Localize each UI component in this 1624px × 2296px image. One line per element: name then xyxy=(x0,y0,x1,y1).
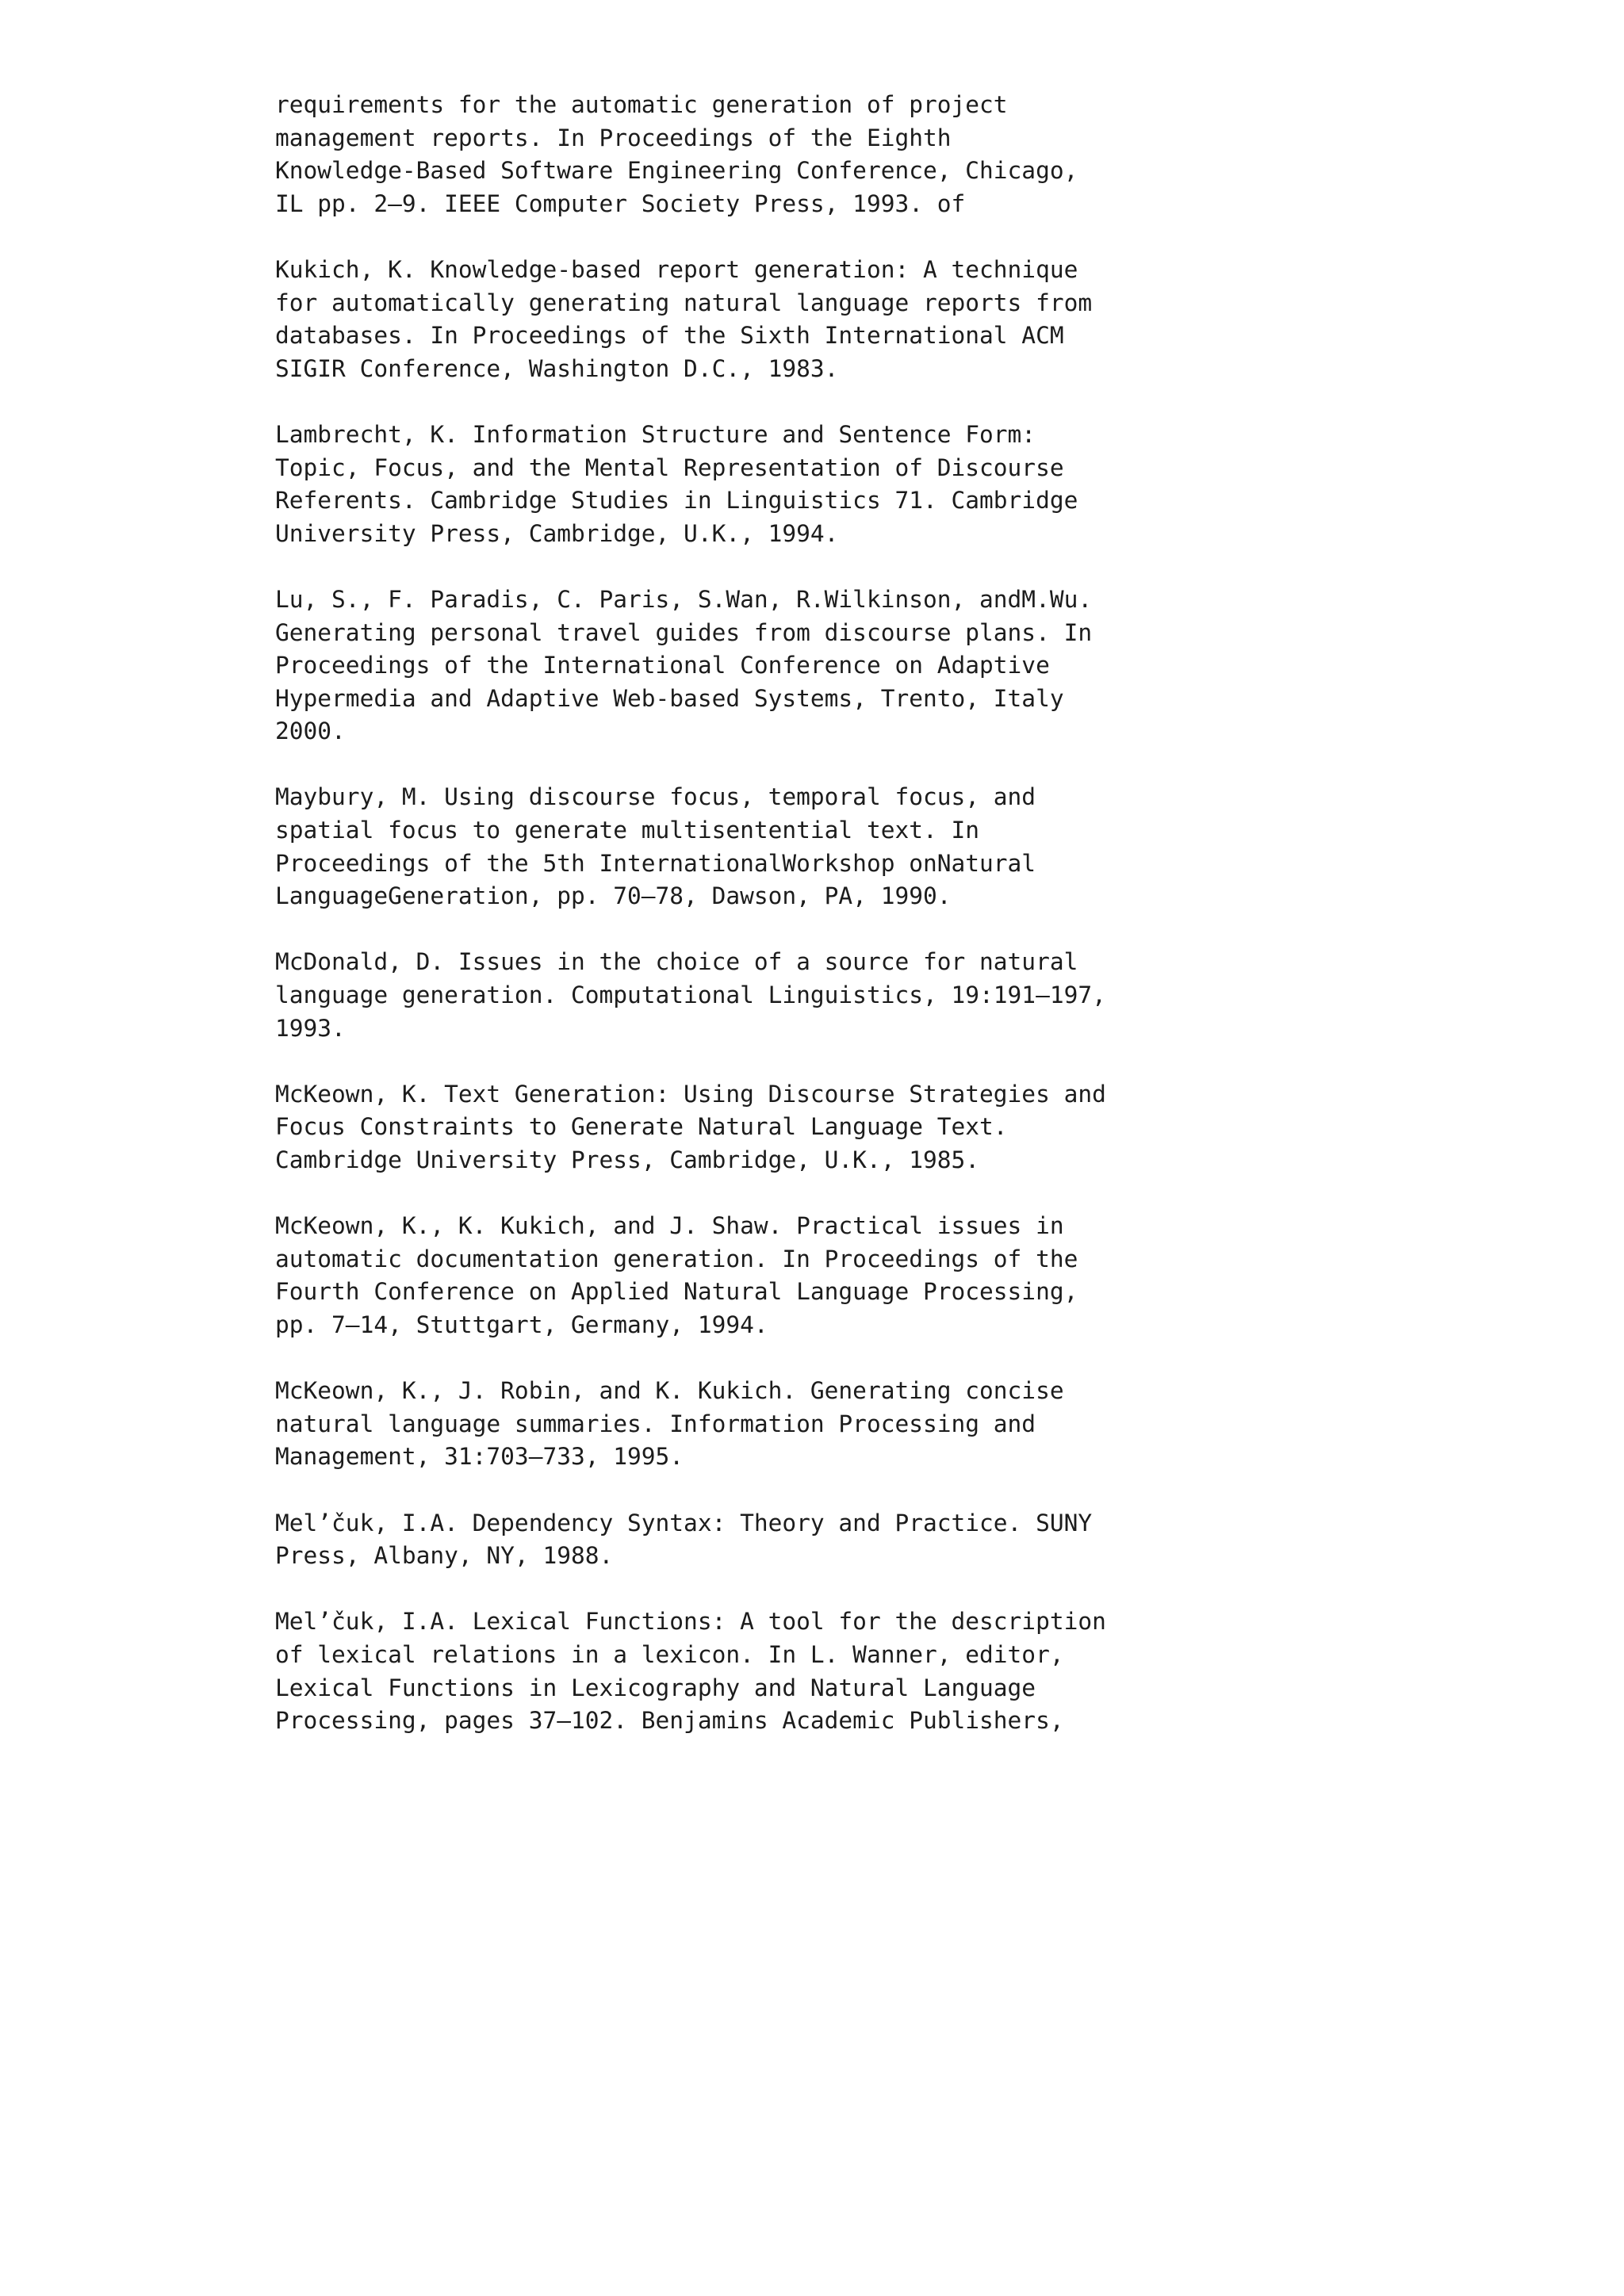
reference-line: McKeown, K. Text Generation: Using Discourse Strategies and xyxy=(275,1080,1106,1108)
reference-entry xyxy=(275,1605,1465,1737)
reference-entry xyxy=(275,1210,1465,1341)
reference-line: Focus Constraints to Generate Natural Language Text. xyxy=(275,1113,1008,1141)
reference-entry xyxy=(275,254,1465,385)
reference-entry xyxy=(275,1078,1465,1177)
reference-line: 2000. xyxy=(275,718,346,745)
reference-line: Mel’čuk, I.A. Lexical Functions: A tool for the description xyxy=(275,1608,1106,1636)
reference-line: SIGIR Conference, Washington D.C., 1983. xyxy=(275,354,839,382)
reference-line: University Press, Cambridge, U.K., 1994. xyxy=(275,519,839,547)
reference-entry xyxy=(275,1507,1465,1573)
reference-line: spatial focus to generate multisentential text. In xyxy=(275,817,980,844)
reference-line: Proceedings of the 5th InternationalWorkshop onNatural xyxy=(275,849,1036,877)
reference-line: Mel’čuk, I.A. Dependency Syntax: Theory and Practice. SUNY xyxy=(275,1509,1093,1536)
reference-line: McKeown, K., J. Robin, and K. Kukich. Generating concise xyxy=(275,1377,1064,1405)
reference-entry xyxy=(275,419,1465,550)
reference-entry xyxy=(275,584,1465,748)
reference-line: Hypermedia and Adaptive Web-based Systems, Trento, Italy xyxy=(275,684,1064,712)
reference-entry xyxy=(275,946,1465,1045)
reference-line: IL pp. 2–9. IEEE Computer Society Press, 1993. of xyxy=(275,189,966,217)
reference-line: Management, 31:703–733, 1995. xyxy=(275,1443,684,1471)
reference-entry xyxy=(275,89,1465,220)
reference-line: Generating personal travel guides from discourse plans. In xyxy=(275,618,1093,646)
reference-line: Press, Albany, NY, 1988. xyxy=(275,1542,614,1570)
reference-line: for automatically generating natural language reports from xyxy=(275,289,1093,316)
reference-line: Topic, Focus, and the Mental Representation of Discourse xyxy=(275,453,1064,481)
reference-line: Fourth Conference on Applied Natural Language Processing, xyxy=(275,1278,1078,1306)
reference-line: Proceedings of the International Conference on Adaptive xyxy=(275,652,1050,679)
reference-line: Lambrecht, K. Information Structure and Sentence Form: xyxy=(275,420,1036,448)
reference-entry xyxy=(275,781,1465,913)
reference-line: Knowledge-Based Software Engineering Conference, Chicago, xyxy=(275,157,1078,185)
reference-line: Processing, pages 37–102. Benjamins Academic Publishers, xyxy=(275,1707,1064,1735)
reference-line: Lexical Functions in Lexicography and Natural Language xyxy=(275,1674,1036,1701)
reference-line: McDonald, D. Issues in the choice of a source for natural xyxy=(275,948,1078,976)
reference-line: management reports. In Proceedings of the Eighth xyxy=(275,124,952,151)
reference-line: language generation. Computational Linguistics, 19:191–197, xyxy=(275,982,1106,1009)
reference-line: of lexical relations in a lexicon. In L. Wanner, editor, xyxy=(275,1640,1064,1668)
reference-line: Kukich, K. Knowledge-based report generation: A technique xyxy=(275,255,1078,283)
reference-line: requirements for the automatic generation of project xyxy=(275,91,1008,118)
reference-line: McKeown, K., K. Kukich, and J. Shaw. Practical issues in xyxy=(275,1212,1064,1240)
reference-line: pp. 7–14, Stuttgart, Germany, 1994. xyxy=(275,1311,768,1338)
reference-line: automatic documentation generation. In Proceedings of the xyxy=(275,1245,1078,1272)
reference-line: 1993. xyxy=(275,1014,346,1042)
reference-line: databases. In Proceedings of the Sixth International ACM xyxy=(275,322,1064,350)
reference-entry xyxy=(275,1375,1465,1474)
reference-line: Maybury, M. Using discourse focus, temporal focus, and xyxy=(275,783,1036,811)
reference-line: LanguageGeneration, pp. 70–78, Dawson, PA, 1990. xyxy=(275,882,952,910)
reference-line: Cambridge University Press, Cambridge, U.K., 1985. xyxy=(275,1146,980,1173)
reference-line: Referents. Cambridge Studies in Linguistics 71. Cambridge xyxy=(275,487,1078,515)
reference-line: natural language summaries. Information Processing and xyxy=(275,1410,1036,1437)
reference-list xyxy=(275,89,1465,1770)
reference-line: Lu, S., F. Paradis, C. Paris, S.Wan, R.Wilkinson, andM.Wu. xyxy=(275,585,1093,613)
